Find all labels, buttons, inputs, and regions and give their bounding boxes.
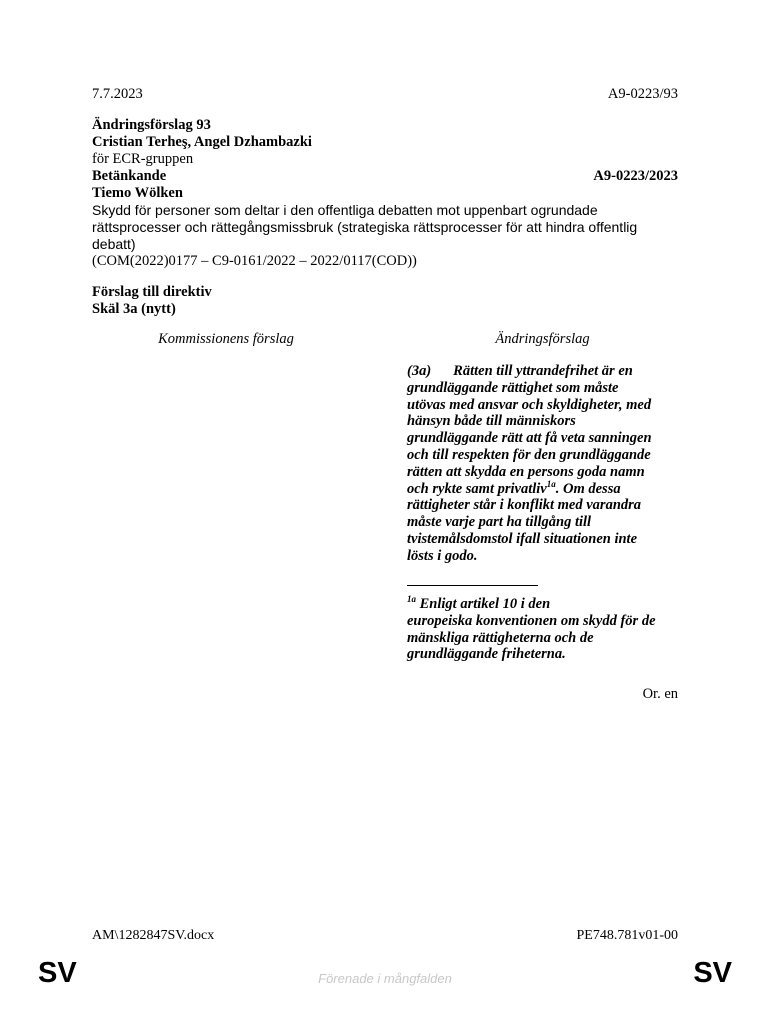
amendment-line: lösts i godo.	[407, 547, 478, 564]
language-code-left: SV	[38, 957, 77, 989]
amendment-line: måste varje part ha tillgång till	[407, 514, 592, 531]
amendment-line: rätten att skydda en persons goda namn	[407, 463, 645, 480]
amendment-line: tvistemålsdomstol ifall situationen inte	[407, 530, 638, 547]
subject-line: rättsprocesser och rättegångsmissbruk (strategiska rättsprocesser för att hindra offentlig	[92, 219, 638, 235]
footnote-mark: 1a	[407, 594, 416, 605]
amendment-line: utövas med ansvar och skyldigheter, med	[407, 396, 652, 413]
pe-reference: PE748.781v01-00	[576, 928, 678, 943]
subject-line: debatt)	[92, 236, 136, 252]
rapporteur: Tiemo Wölken	[92, 185, 183, 201]
subject-line: Skydd för personer som deltar i den offentliga debatten mot uppenbart ogrundade	[92, 202, 598, 218]
proposal-title: Förslag till direktiv	[92, 284, 212, 300]
document-date: 7.7.2023	[92, 86, 143, 102]
amendment-line: och rykte samt privatliv	[407, 480, 547, 497]
report-label: Betänkande	[92, 168, 167, 184]
authors: Cristian Terheş, Angel Dzhambazki	[92, 134, 312, 150]
amendment-line: grundläggande rättighet som måste	[407, 379, 619, 396]
political-group: för ECR-gruppen	[92, 151, 194, 167]
amendment-line: . Om dessa	[555, 480, 621, 497]
file-name: AM\1282847SV.docx	[92, 928, 215, 943]
amendment-line: och till respekten för den grundläggande	[407, 446, 651, 463]
footnote	[407, 596, 682, 663]
footnote-line: europeiska konventionen om skydd för de	[407, 612, 656, 629]
procedure-reference: (COM(2022)0177 – C9-0161/2022 – 2022/0117(COD))	[92, 253, 417, 269]
footnote-separator	[407, 585, 538, 586]
proposal-block	[92, 284, 678, 318]
right-column-heading: Ändringsförslag	[495, 331, 590, 347]
original-language: Or. en	[642, 686, 678, 702]
amendment-meta	[92, 117, 678, 270]
footnote-line: mänskliga rättigheterna och de	[407, 629, 594, 646]
amendment-line: Rätten till yttrandefrihet är en	[453, 363, 633, 379]
amendment-line: grundläggande rätt att få veta sanningen	[407, 430, 652, 447]
amendment-line: rättigheter står i konflikt med varandra	[407, 497, 642, 514]
report-row	[92, 168, 678, 185]
footnote-line: grundläggande friheterna.	[407, 646, 566, 663]
document-header	[92, 86, 678, 103]
amendment-line: hänsyn både till människors	[407, 413, 576, 430]
footnote-reference[interactable]: 1a	[546, 478, 556, 489]
footnote-line: Enligt artikel 10 i den	[416, 596, 551, 612]
eu-motto: Förenade i mångfalden	[318, 971, 452, 986]
amendment-text	[407, 363, 682, 565]
amendment-label: Ändringsförslag 93	[92, 117, 211, 133]
page-footer	[92, 927, 678, 944]
recital-label: Skäl 3a (nytt)	[92, 301, 176, 317]
document-reference: A9-0223/93	[607, 86, 678, 102]
amendment-number: (3a)	[407, 363, 432, 379]
left-column-heading: Kommissionens förslag	[158, 331, 294, 347]
language-code-right: SV	[693, 957, 732, 989]
report-reference: A9-0223/2023	[593, 168, 678, 184]
